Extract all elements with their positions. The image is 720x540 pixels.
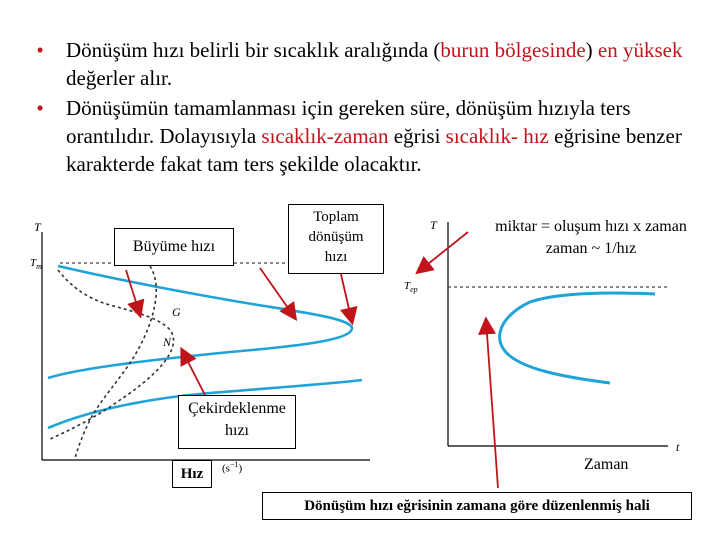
right-tep-label: $T_{ep}$: [404, 280, 418, 295]
arrow-total-2: [340, 270, 352, 322]
nucleation-rate-box: Çekirdeklenme hızı: [178, 395, 296, 449]
growth-rate-box: Büyüme hızı: [114, 228, 234, 266]
caption-box: Dönüşüm hızı eğrisinin zamana göre düzenlenmiş hali: [262, 492, 692, 520]
right-x-axis-label: t: [676, 440, 680, 454]
bullet-dot: •: [36, 38, 44, 62]
arrow-growth: [126, 270, 140, 315]
left-x-axis-label: $(s^{-1})$: [222, 460, 243, 475]
arrow-zaman: [486, 320, 498, 488]
left-tm-label: $T_m$: [30, 257, 42, 272]
arrow-miktar: [418, 232, 468, 272]
miktar-equation: miktar = oluşum hızı x zaman zaman ~ 1/hız: [495, 218, 687, 257]
right-y-axis-label: T: [430, 218, 437, 232]
total-rate-curve: [48, 266, 352, 378]
rate-axis-box: Hız: [172, 460, 212, 488]
arrow-total: [260, 268, 295, 318]
time-axis-label: Zaman: [584, 456, 629, 473]
growth-rate-curve: [48, 270, 174, 440]
bullet-text: Dönüşüm hızı belirli bir sıcaklık aralığında (burun bölgesinde) en yüksek değerler alır.: [66, 38, 683, 90]
ttt-curve: [500, 293, 655, 383]
n-label: N: [163, 335, 172, 349]
left-y-axis-label: T: [34, 220, 41, 234]
total-transformation-box: Toplam dönüşüm hızı: [288, 204, 384, 274]
bullet-dot: •: [36, 96, 44, 120]
bullet-text: Dönüşümün tamamlanması için gereken süre, dönüşüm hızıyla ters orantılıdır. Dolayısıyla sıcaklık-zaman eğrisi sıcaklık- hız eğrisine benzer karakterde fakat tam ters şekilde olacaktır.: [66, 96, 682, 176]
g-label: G: [172, 305, 181, 319]
